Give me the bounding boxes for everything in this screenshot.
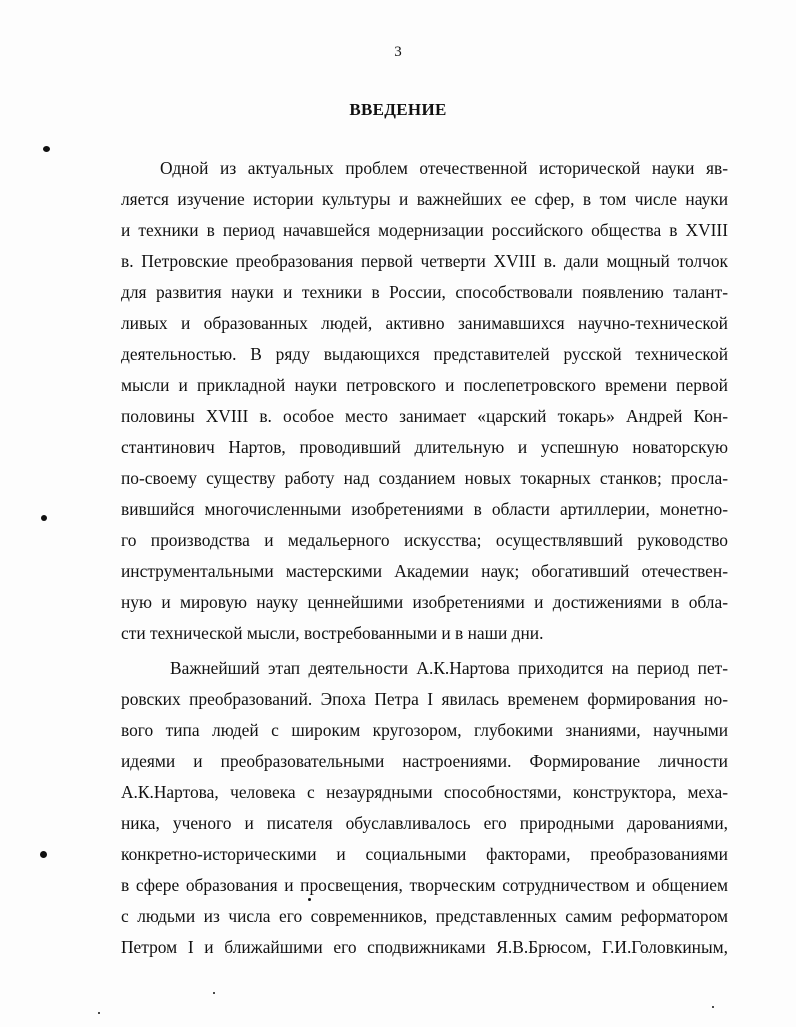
text-line: вого типа людей с широким кругозором, глубокими знаниями, научными (121, 720, 728, 740)
text-line: стантинович Нартов, проводивший длительную и успешную новаторскую (121, 437, 728, 457)
scan-speck (712, 1006, 714, 1008)
text-line: ровских преобразований. Эпоха Петра I явилась временем формирования но- (121, 689, 728, 709)
text-line: по-своему существу работу над созданием новых токарных станков; просла- (121, 468, 728, 488)
text-line: для развития науки и техники в России, способствовали появлению талант- (121, 282, 728, 302)
text-line: вившийся многочисленными изобретениями в области артиллерии, монетно- (121, 499, 728, 519)
page-heading: ВВЕДЕНИЕ (349, 100, 447, 119)
text-line: ника, ученого и писателя обуславливалось его природными дарованиями, (121, 813, 728, 833)
text-line: ляется изучение истории культуры и важнейших ее сфер, в том числе науки (121, 189, 728, 209)
text-line: деятельностью. В ряду выдающихся представителей русской технической (121, 344, 728, 364)
text-line: ливых и образованных людей, активно занимавшихся научно-технической (121, 313, 728, 333)
text-line: го производства и медальерного искусства; осуществлявший руководство (121, 530, 728, 550)
scan-mark (40, 851, 47, 858)
text-line: с людьми из числа его современников, представленных самим реформатором (121, 906, 728, 926)
text-line: Одной из актуальных проблем отечественной исторической науки яв- (160, 158, 728, 178)
scan-speck (213, 992, 215, 994)
text-line: Петром I и ближайшими его сподвижниками Я.В.Брюсом, Г.И.Головкиным, (121, 937, 728, 957)
text-line: конкретно-историческими и социальными факторами, преобразованиями (121, 844, 728, 864)
text-line: сти технической мысли, востребованными и в наши дни. (121, 623, 544, 643)
text-line: ную и мировую науку ценнейшими изобретениями и достижениями в обла- (121, 592, 728, 612)
text-line: половины XVIII в. особое место занимает «царский токарь» Андрей Кон- (121, 406, 728, 426)
text-line: в. Петровские преобразования первой четверти XVIII в. дали мощный толчок (121, 251, 728, 271)
text-line: и техники в период начавшейся модернизации российского общества в XVIII (121, 220, 728, 240)
text-line: в сфере образования и просвещения, творческим сотрудничеством и общением (121, 875, 728, 895)
text-line: А.К.Нартова, человека с незаурядными способностями, конструктора, меха- (121, 782, 728, 802)
page-number: 3 (394, 44, 402, 60)
scan-mark (43, 146, 50, 152)
scan-speck (98, 1012, 100, 1014)
scan-mark (41, 515, 47, 521)
text-line: мысли и прикладной науки петровского и послепетровского времени первой (121, 375, 728, 395)
text-line: Важнейший этап деятельности А.К.Нартова приходится на период пет- (170, 658, 728, 678)
text-line: инструментальными мастерскими Академии наук; обогативший отечествен- (121, 561, 728, 581)
text-line: идеями и преобразовательными настроениями. Формирование личности (121, 751, 728, 771)
scan-speck (308, 898, 311, 901)
